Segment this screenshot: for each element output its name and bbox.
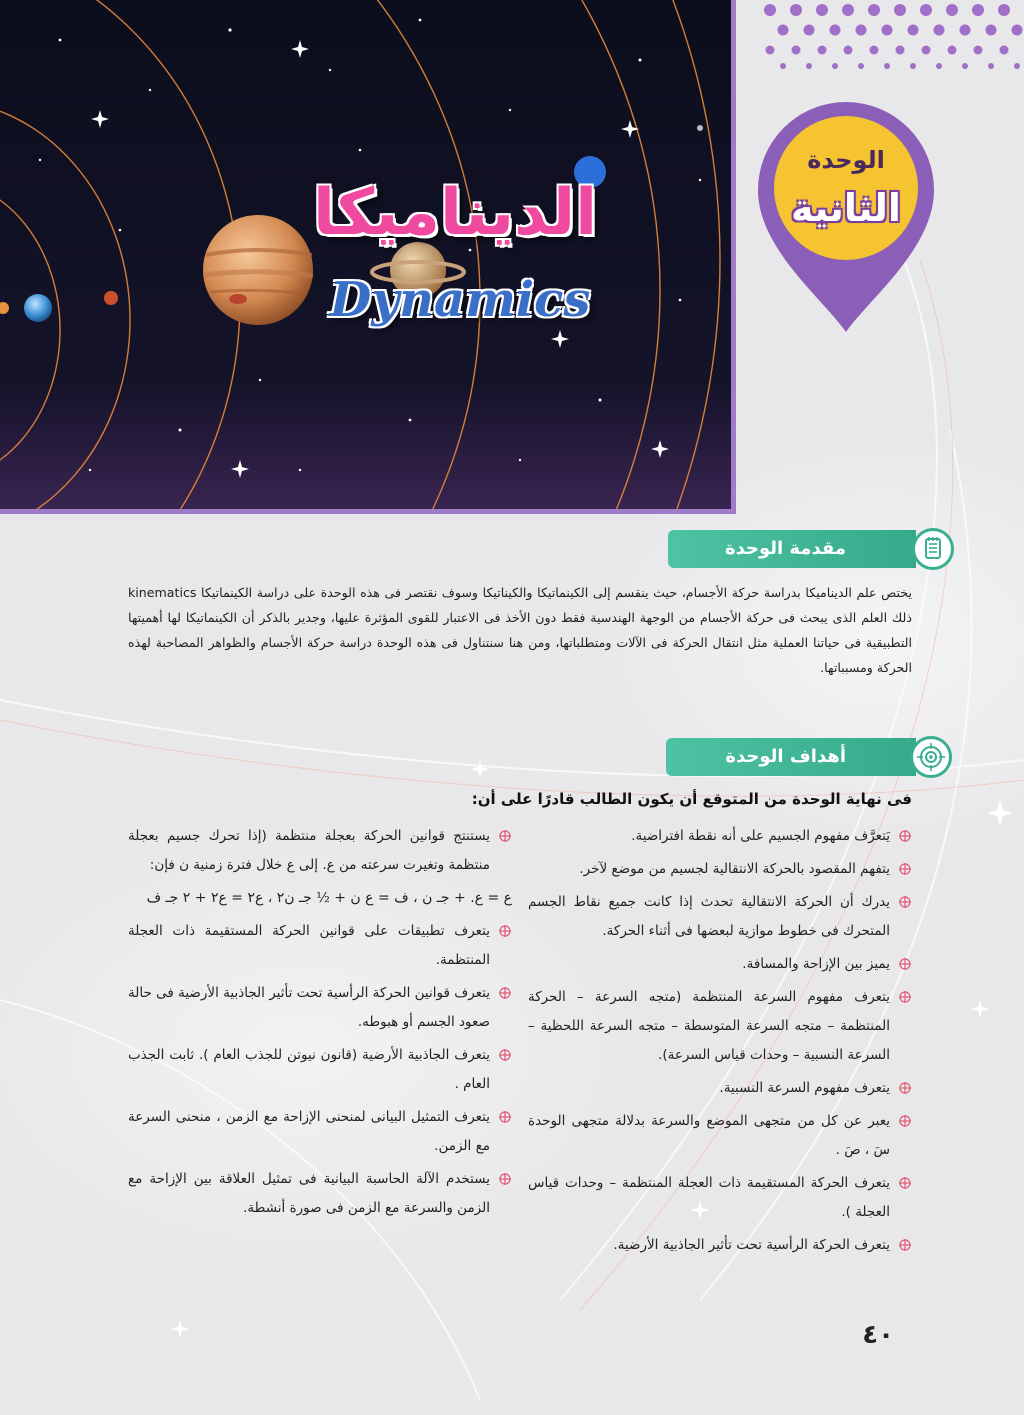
notepad-icon <box>912 528 954 570</box>
bullet-icon <box>898 1176 912 1190</box>
bullet-icon <box>898 957 912 971</box>
intro-paragraph: يختص علم الديناميكا بدراسة حركة الأجسام، حيث ينقسم إلى الكينماتيكا والكيناتيكا وسوف نقتصر فى هذه الوحدة على دراسة الكينماتيكا kinematics ذلك العلم الذى يبحث فى حركة الأجسام من الوجهة الهندسية فقط دون الأخذ فى الاعتبار للقوى المؤثرة عليها، وجدير بالذكر أن الكينماتيكا لها أهميتها التطبيقية فى حياتنا العملية مثل انتقال الحركة فى الآلات ومتطلباتها، ومن هنا سنتناول فى هذه الوحدة دراسة حركة الأجسام والظواهر المصاحبة لهذه الحركة ومسبباتها. <box>128 585 912 675</box>
bullet-icon <box>898 1114 912 1128</box>
unit-title-arabic: الديناميكا <box>312 176 598 250</box>
bullet-icon <box>898 1081 912 1095</box>
bullet-icon <box>898 1238 912 1252</box>
badge-label-unit: الوحدة <box>807 146 885 174</box>
list-item: يتعرف قوانين الحركة الرأسية تحت تأثير الجاذبية الأرضية فى حالة صعود الجسم أو هبوطه. <box>128 979 512 1037</box>
jupiter-planet <box>203 215 313 325</box>
mars-planet <box>104 291 118 305</box>
list-item: يتعرف التمثيل البيانى لمنحنى الإزاحة مع الزمن ، منحنى السرعة مع الزمن. <box>128 1103 512 1161</box>
bullet-icon <box>898 829 912 843</box>
intro-section-header <box>668 530 916 568</box>
bullet-icon <box>498 1172 512 1186</box>
bullet-icon <box>498 924 512 938</box>
list-item: يتعرف مفهوم السرعة النسبية. <box>528 1074 912 1103</box>
goals-lead-sentence: فى نهاية الوحدة من المتوقع أن يكون الطالب قادرًا على أن: <box>471 790 912 808</box>
list-item: يتفهم المقصود بالحركة الانتقالية لجسيم من موضع لآخر. <box>528 855 912 884</box>
bullet-icon <box>498 986 512 1000</box>
bullet-icon <box>898 862 912 876</box>
hero-banner <box>0 0 736 514</box>
unit-title-english: Dynamics <box>329 272 591 328</box>
list-item: يستخدم الآلة الحاسبة البيانية فى تمثيل العلاقة بين الإزاحة مع الزمن والسرعة مع الزمن فى صورة أنشطة. <box>128 1165 512 1223</box>
motion-equations-formula: ع = ع. + جـ ن ، ف = ع ن + ½ جـ ن٢ ، ع٢ = ع٢ + ٢ جـ ف <box>146 890 512 906</box>
page-number: ٤٠ <box>862 1320 894 1350</box>
dotted-corner-pattern <box>756 0 1024 70</box>
list-item: يدرك أن الحركة الانتقالية تحدث إذا كانت جميع نقاط الجسم المتحرك فى خطوط موازية لبعضها فى أثناء الحركة. <box>528 888 912 946</box>
list-item: يتعرف الجاذبية الأرضية (قانون نيوتن للجذب العام ). ثابت الجذب العام . <box>128 1041 512 1099</box>
target-icon <box>910 736 952 778</box>
goals-list-left <box>128 822 512 1227</box>
bullet-icon <box>898 895 912 909</box>
list-item: يتعرف الحركة الرأسية تحت تأثير الجاذبية الأرضية. <box>528 1231 912 1260</box>
list-item: يستنتج قوانين الحركة بعجلة منتظمة (إذا تحرك جسيم بعجلة منتظمة وتغيرت سرعته من ع. إلى ع خلال فترة زمنية ن فإن: <box>128 822 512 880</box>
goals-heading: أهداف الوحدة <box>725 746 846 767</box>
goals-list-right <box>528 822 912 1264</box>
list-item: يتعرف مفهوم السرعة المنتظمة (متجه السرعة – الحركة المنتظمة – متجه السرعة المتوسطة – متجه السرعة اللحظية – السرعة النسبية – وحدات قياس السرعة). <box>528 983 912 1070</box>
list-item: يتعرف الحركة المستقيمة ذات العجلة المنتظمة – وحدات قياس العجلة ). <box>528 1169 912 1227</box>
bullet-icon <box>498 1048 512 1062</box>
list-item: يَتعرَّف مفهوم الجسيم على أنه نقطة افتراضية. <box>528 822 912 851</box>
badge-label-ordinal: الثانية <box>791 186 901 230</box>
bullet-icon <box>498 829 512 843</box>
pluto-planet <box>697 125 703 131</box>
list-item: يعبر عن كل من متجهى الموضع والسرعة بدلالة متجهى الوحدة سَ ، صَ . <box>528 1107 912 1165</box>
list-item: يميز بين الإزاحة والمسافة. <box>528 950 912 979</box>
earth-planet <box>24 294 52 322</box>
list-item: يتعرف تطبيقات على قوانين الحركة المستقيمة ذات العجلة المنتظمة. <box>128 917 512 975</box>
intro-heading: مقدمة الوحدة <box>724 538 846 559</box>
goals-section-header <box>666 738 916 776</box>
bullet-icon <box>498 1110 512 1124</box>
solar-system-illustration <box>0 0 736 514</box>
bullet-icon <box>898 990 912 1004</box>
